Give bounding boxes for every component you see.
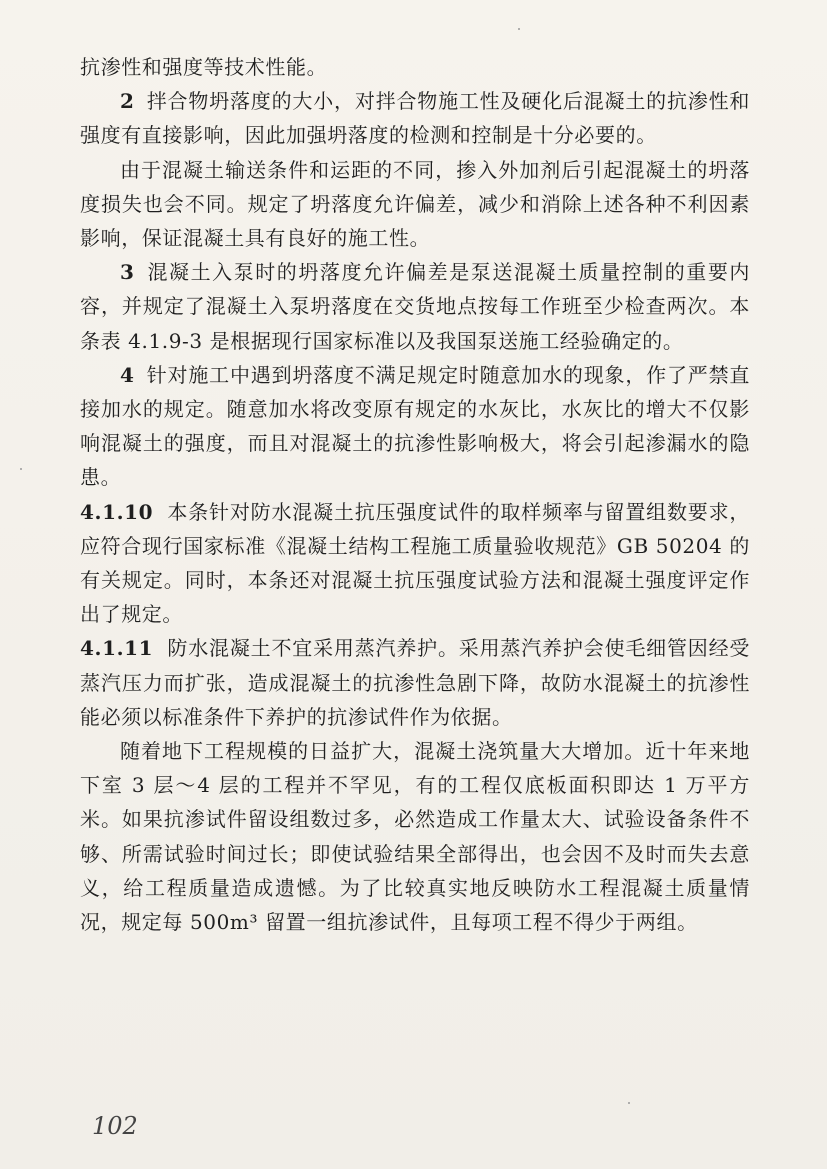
page-number: 102	[92, 1112, 138, 1140]
paragraph-text: 防水混凝土不宜采用蒸汽养护。采用蒸汽养护会使毛细管因经受蒸汽压力而扩张，造成混凝土的抗渗性急剧下降，故防水混凝土的抗渗性能必须以标准条件下养护的抗渗试件作为依据。	[80, 636, 750, 729]
scan-speck	[518, 28, 520, 30]
scan-speck	[20, 468, 22, 470]
paragraph-text: 拌合物坍落度的大小，对拌合物施工性及硬化后混凝土的抗渗性和强度有直接影响，因此加强坍落度的检测和控制是十分必要的。	[80, 89, 750, 148]
paragraph-text: 随着地下工程规模的日益扩大，混凝土浇筑量大大增加。近十年来地下室 3 层～4 层的工程并不罕见，有的工程仅底板面积即达 1 万平方米。如果抗渗试件留设组数过多，必然造成工作量太大、试验设备条件不够、所需试验时间过长；即使试验结果全部得出，也会因不及时而失去意义，给工程质量造成遗憾。为了比较真实地反映防水工程混凝土质量情况，规定每 500m³ 留置一组抗渗试件，且每项工程不得少于两组。	[80, 739, 750, 935]
numbered-paragraph-3	[80, 255, 750, 358]
scan-speck	[628, 1102, 630, 1104]
body-paragraph	[80, 153, 750, 256]
body-paragraph	[80, 734, 750, 939]
clause-4-1-11	[80, 631, 750, 734]
numbered-paragraph-2	[80, 84, 750, 152]
paragraph-text: 由于混凝土输送条件和运距的不同，掺入外加剂后引起混凝土的坍落度损失也会不同。规定了坍落度允许偏差，减少和消除上述各种不利因素影响，保证混凝土具有良好的施工性。	[80, 157, 750, 251]
clause-4-1-10	[80, 495, 750, 632]
numbered-paragraph-4	[80, 358, 750, 495]
paragraph-text: 抗渗性和强度等技术性能。	[80, 55, 328, 79]
item-number: 2	[120, 89, 135, 114]
paragraph-text: 针对施工中遇到坍落度不满足规定时随意加水的现象，作了严禁直接加水的规定。随意加水将改变原有规定的水灰比，水灰比的增大不仅影响混凝土的强度，而且对混凝土的抗渗性影响极大，将会引起渗漏水的隐患。	[80, 362, 750, 490]
paragraph-text: 混凝土入泵时的坍落度允许偏差是泵送混凝土质量控制的重要内容，并规定了混凝土入泵坍落度在交货地点按每工作班至少检查两次。本条表 4.1.9-3 是根据现行国家标准以及我国泵送施工经验确定的。	[80, 260, 750, 353]
clause-number: 4.1.10	[80, 499, 154, 524]
item-number: 4	[120, 362, 135, 387]
paragraph-continuation	[80, 50, 750, 84]
paragraph-text: 本条针对防水混凝土抗压强度试件的取样频率与留置组数要求，应符合现行国家标准《混凝土结构工程施工质量验收规范》GB 50204 的有关规定。同时，本条还对混凝土抗压强度试验方法和混凝土强度评定作出了规定。	[80, 499, 750, 627]
clause-number: 4.1.11	[80, 636, 154, 661]
document-body	[80, 50, 750, 939]
item-number: 3	[120, 260, 135, 285]
